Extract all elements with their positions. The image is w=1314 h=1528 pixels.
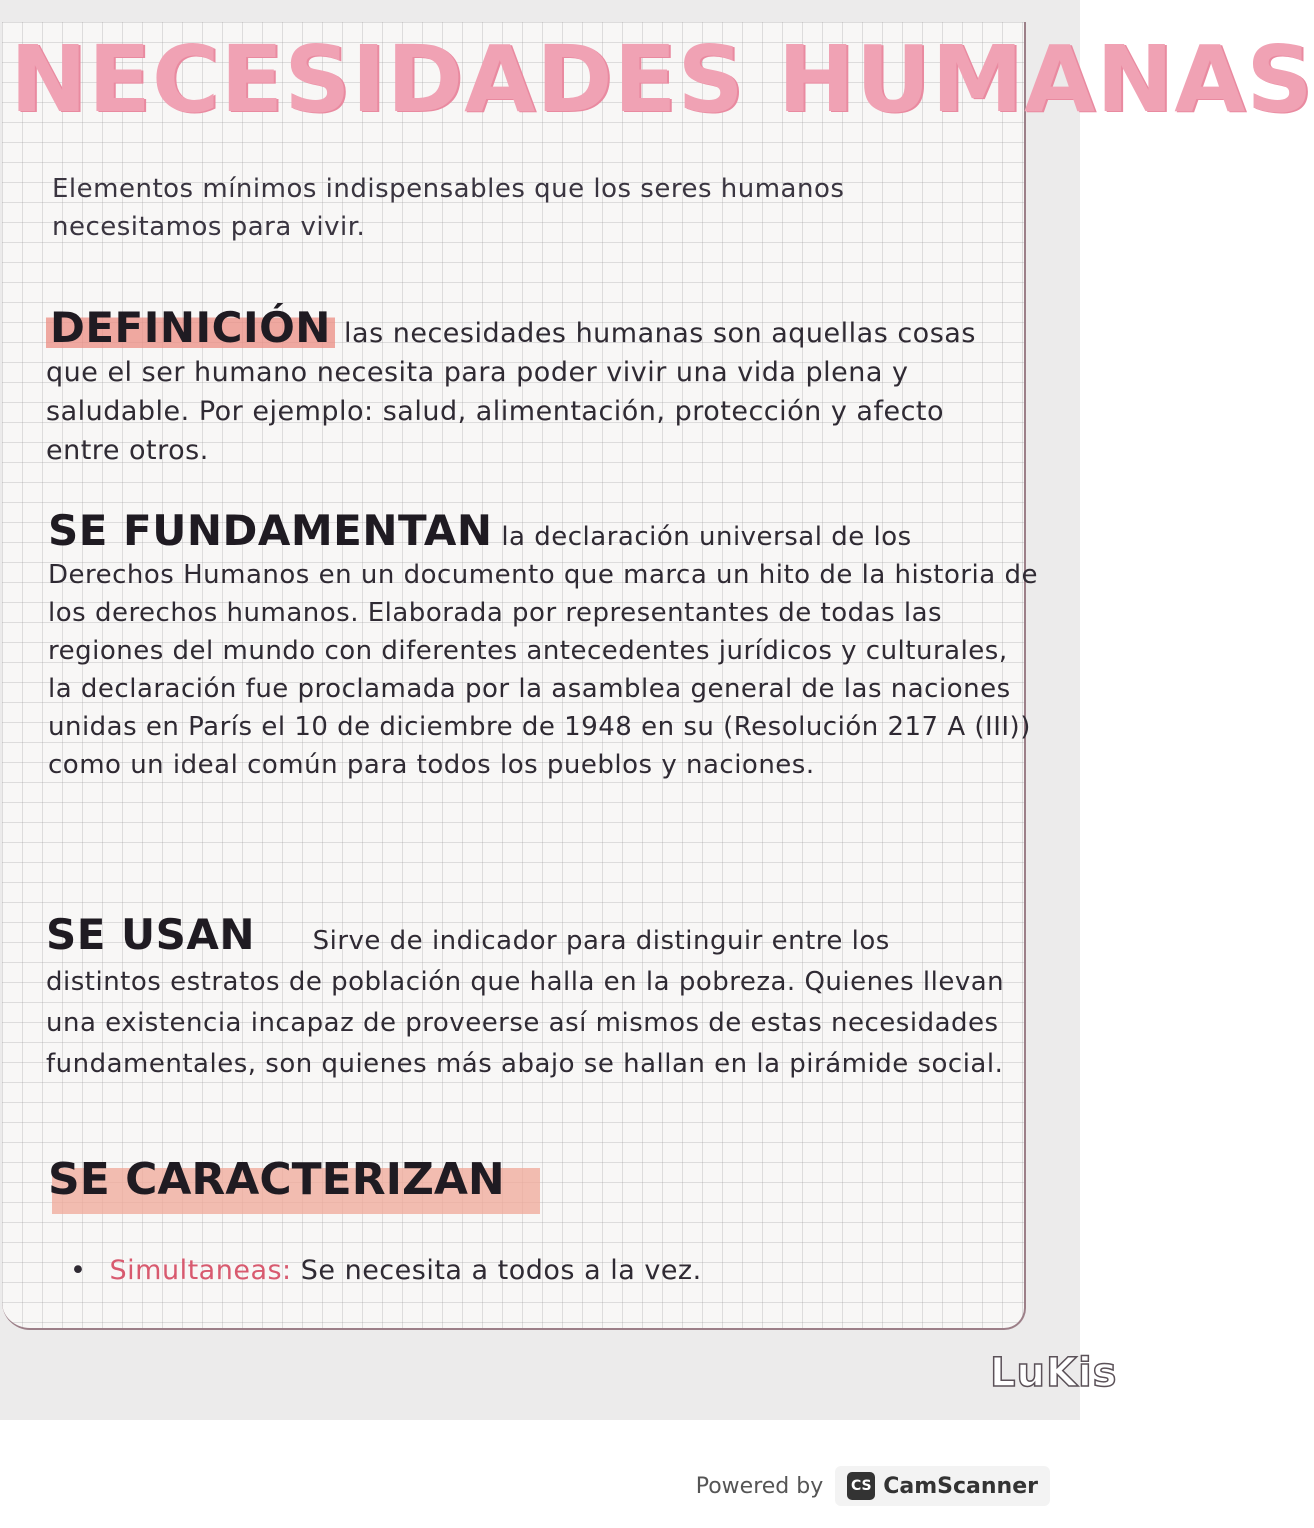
section-definicion — [46, 303, 1006, 470]
camscanner-brand: CamScanner — [883, 1473, 1038, 1499]
section-heading-definicion: DEFINICIÓN — [46, 303, 335, 352]
intro-text: Elementos mínimos indispensables que los seres humanos necesitamos para vivir. — [52, 174, 845, 242]
powered-by-label: Powered by — [695, 1473, 824, 1499]
camscanner-icon: CS — [847, 1472, 875, 1500]
section-heading-fundamentan: SE FUNDAMENTAN — [48, 506, 493, 555]
section-heading-usan: SE USAN — [46, 910, 256, 959]
list-item-text: Se necesita a todos a la vez. — [300, 1255, 702, 1286]
list-item-term: Simultaneas: — [109, 1255, 292, 1286]
camscanner-badge[interactable] — [835, 1466, 1050, 1506]
section-text-fundamentan: la declaración universal de los Derechos Humanos en un documento que marca un hito de la historia de los derechos humanos. Elaborada por representantes de todas las regiones del mundo con diferentes antecedentes jurídicos y culturales, la declaración fue proclamada por la asamblea general de las naciones unidas en París el 10 de diciembre de 1948 en su (Resolución 217 A (III)) como un ideal común para todos los pueblos y naciones. — [48, 522, 1038, 780]
page-title: NECESIDADES HUMANAS — [10, 26, 1314, 133]
section-text-definicion: las necesidades humanas son aquellas cosas que el ser humano necesita para poder vivir una vida plena y saludable. Por ejemplo: salud, alimentación, protección y afecto entre otros. — [46, 318, 976, 466]
scanner-footer — [696, 1466, 1050, 1506]
author-signature: LuKis — [990, 1350, 1118, 1396]
section-usan — [46, 910, 1006, 1085]
list-item — [70, 1252, 970, 1289]
section-caracterizan — [48, 1154, 505, 1205]
section-text-usan: Sirve de indicador para distinguir entre los distintos estratos de población que halla en la pobreza. Quienes llevan una existencia incapaz de proveerse así mismos de estas necesidades fundamentales, son quienes más abajo se hallan en la pirámide social. — [46, 926, 1005, 1079]
section-heading-caracterizan: SE CARACTERIZAN — [48, 1154, 505, 1205]
section-fundamentan — [48, 506, 1038, 784]
bullet-icon: • — [70, 1255, 87, 1286]
